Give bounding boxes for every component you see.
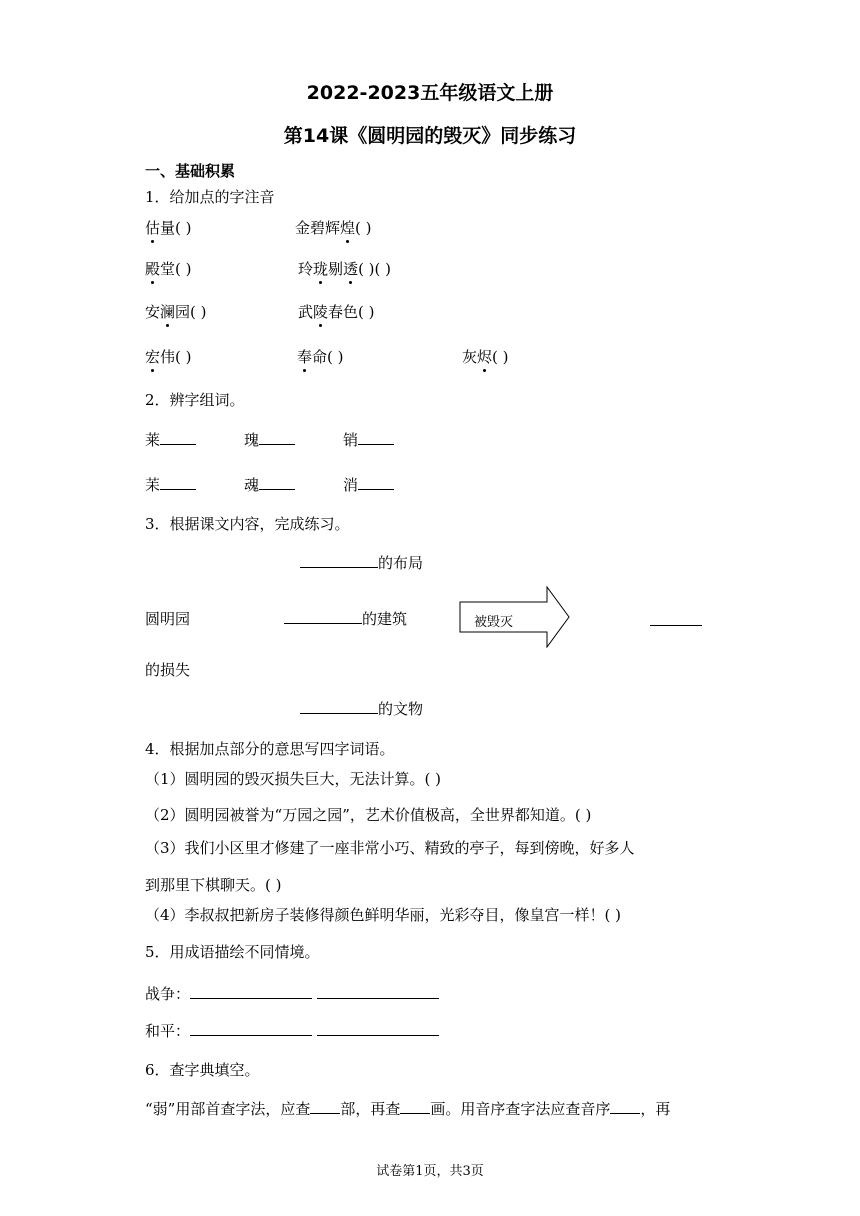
- layout-blank: 的布局: [300, 552, 423, 573]
- question-2-label: 2．辨字组词。: [145, 391, 245, 409]
- char-compare: 苿: [145, 474, 196, 495]
- question-3-label: 3．根据课文内容，完成练习。: [145, 515, 350, 533]
- pinyin-item: 安澜园( ): [145, 303, 207, 321]
- question-4-label: 4．根据加点部分的意思写四字词语。: [145, 740, 395, 758]
- war-line: 战争：: [145, 983, 439, 1004]
- page-footer: 试卷第1页，共3页: [376, 1164, 484, 1179]
- pinyin-item: 估量( ): [145, 219, 192, 237]
- section-heading: 一、基础积累: [145, 162, 236, 180]
- char-compare: 销: [343, 429, 394, 450]
- char-compare: 魂: [244, 474, 295, 495]
- sentence-1: （1）圆明园的毁灭损失巨大，无法计算。( ): [145, 770, 442, 788]
- pinyin-item: 玲珑剔透( )( ): [298, 260, 392, 278]
- dictionary-line: “弱”用部首查字法，应查 部，再查 画。用音序查字法应查音序 ，再: [145, 1100, 671, 1118]
- sentence-3: （3）我们小区里才修建了一座非常小巧、精致的亭子，每到傍晚，好多人: [145, 839, 635, 857]
- question-5-label: 5．用成语描绘不同情境。: [145, 943, 320, 961]
- question-6-label: 6．查字典填空。: [145, 1061, 260, 1079]
- pinyin-item: 灰烬( ): [462, 348, 509, 366]
- question-1-label: 1．给加点的字注音: [145, 188, 275, 206]
- char-compare: 消: [343, 474, 394, 495]
- pinyin-item: 殿堂( ): [145, 260, 192, 278]
- char-compare: 瑰: [244, 429, 295, 450]
- lesson-title: 第14课《圆明园的毁灭》同步练习: [283, 125, 577, 147]
- page-title: 2022-2023五年级语文上册: [306, 82, 554, 104]
- sentence-2: （2）圆明园被誉为“万园之园”，艺术价值极高，全世界都知道。( ): [145, 806, 592, 824]
- yuanmingyuan-label: 圆明园: [145, 610, 191, 628]
- loss-label: 的损失: [145, 661, 191, 679]
- peace-line: 和平：: [145, 1020, 439, 1041]
- char-compare: 莱: [145, 429, 196, 450]
- pinyin-item: 武陵春色( ): [298, 303, 375, 321]
- pinyin-item: 金碧辉煌( ): [295, 219, 372, 237]
- building-blank: 的建筑: [284, 608, 407, 629]
- pinyin-item: 奉命( ): [297, 348, 344, 366]
- sentence-4: （4）李叔叔把新房子装修得颜色鲜明华丽，光彩夺目，像皇宫一样！( ): [145, 906, 622, 924]
- relics-blank: 的文物: [300, 698, 423, 719]
- loss-blank: [650, 625, 702, 626]
- sentence-3-cont: 到那里下棋聊天。( ): [145, 876, 282, 894]
- pinyin-item: 宏伟( ): [145, 348, 192, 366]
- arrow-label: 被毁灭: [474, 615, 514, 630]
